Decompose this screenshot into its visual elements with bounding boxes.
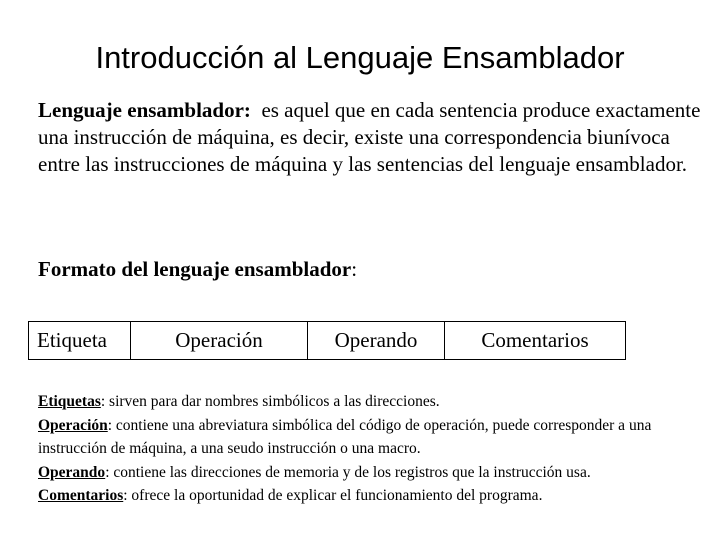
- definition-term: Comentarios: [38, 487, 124, 504]
- format-column-operando: Operando: [308, 322, 445, 360]
- format-column-operacion: Operación: [131, 322, 308, 360]
- definition-etiquetas: [38, 390, 718, 414]
- definition-comentarios: [38, 484, 718, 508]
- definition-text: : contiene una abreviatura simbólica del código de operación, puede corresponder a una instrucción de máquina, a una seudo instrucción o una macro.: [38, 416, 652, 457]
- intro-term: Lenguaje ensamblador:: [38, 98, 251, 122]
- definition-text: : contiene las direcciones de memoria y de los registros que la instrucción usa.: [105, 463, 591, 481]
- definition-term: Operando: [38, 463, 106, 481]
- format-column-comentarios: Comentarios: [445, 322, 626, 360]
- definition-text: : sirven para dar nombres simbólicos a las direcciones.: [100, 393, 440, 410]
- format-heading-label: Formato del lenguaje ensamblador: [38, 257, 352, 281]
- format-column-etiqueta: Etiqueta: [29, 322, 131, 360]
- format-table: [28, 321, 626, 360]
- intro-text: es aquel que en cada sentencia produce exactamente una instrucción de máquina, es decir, existe una correspondencia biunívoca entre las instrucciones de máquina y las sentencias del lenguaje ensamblador.: [38, 98, 701, 176]
- format-heading-colon: :: [351, 257, 358, 281]
- format-table-row: [29, 322, 626, 360]
- definition-operacion: [38, 414, 718, 461]
- definition-term: Etiquetas: [38, 393, 101, 410]
- slide-title: Introducción al Lenguaje Ensamblador: [95, 40, 625, 75]
- definition-term: Operación: [38, 416, 108, 434]
- definitions-list: [38, 390, 718, 508]
- definition-operando: [38, 461, 718, 485]
- definition-text: : ofrece la oportunidad de explicar el funcionamiento del programa.: [123, 487, 543, 504]
- format-heading: [38, 255, 698, 283]
- intro-paragraph: [38, 97, 708, 178]
